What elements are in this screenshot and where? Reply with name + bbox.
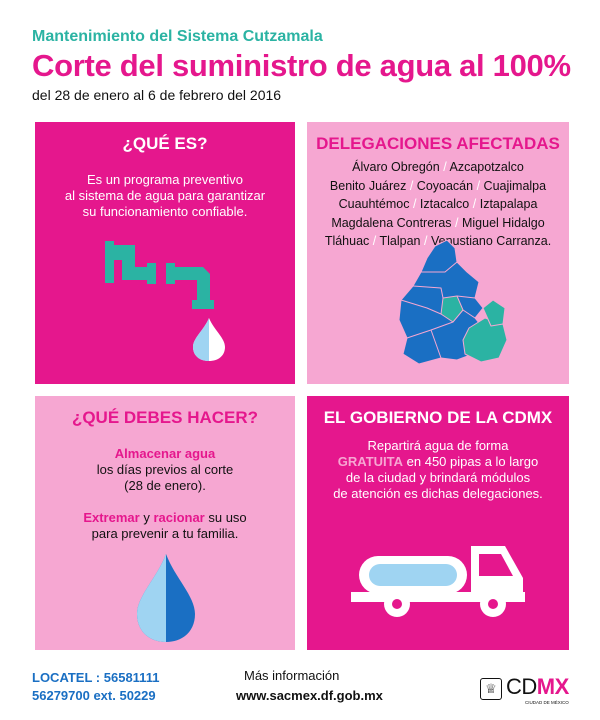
separator: / — [455, 215, 459, 230]
que-hacer-line-2: los días previos al corte — [96, 462, 234, 477]
que-hacer-line-4 — [35, 510, 295, 526]
separator: / — [443, 160, 447, 174]
delegacion-name: Cuauhtémoc — [338, 197, 410, 211]
water-truck-icon — [307, 396, 569, 650]
delegacion-name: Álvaro Obregón — [352, 160, 440, 174]
delegacion-name: Benito Juárez — [329, 178, 407, 193]
que-hacer-line-5: para prevenir a tu familia. — [91, 526, 239, 541]
que-hacer-line-3: (28 de enero). — [124, 478, 206, 493]
gobierno-line-2-rest: en 450 pipas a lo largo — [403, 454, 539, 469]
que-es-line-3: su funcionamiento confiable. — [82, 204, 248, 219]
cdmx-map-icon — [307, 122, 569, 384]
delegacion-name: Tlalpan — [379, 234, 421, 248]
mexico-seal-icon: ♕ — [480, 678, 502, 700]
locatel-number: 56581111 — [103, 670, 160, 685]
separator: / — [476, 178, 481, 193]
que-hacer-panel — [35, 396, 295, 650]
que-hacer-title: ¿QUÉ DEBES HACER? — [71, 408, 259, 427]
separator: / — [424, 234, 428, 248]
delegacion-name: Miguel Hidalgo — [461, 215, 545, 230]
header-subtitle: Mantenimiento del Sistema Cutzamala — [32, 28, 323, 45]
que-es-line-1: Es un programa preventivo — [86, 172, 244, 187]
header-dates: del 28 de enero al 6 de febrero del 2016 — [32, 87, 282, 103]
gobierno-line-4: de atención es dichas delegaciones. — [333, 486, 543, 501]
gratuita-text: GRATUITA — [337, 454, 404, 469]
mas-info-label: Más información — [244, 668, 340, 683]
cdmx-logo — [506, 674, 569, 700]
delegaciones-title: DELEGACIONES AFECTADAS — [316, 134, 560, 153]
water-drop-icon — [131, 552, 201, 644]
delegaciones-panel — [307, 122, 569, 384]
delegacion-name: Iztacalco — [419, 197, 470, 211]
delegacion-name: Magdalena Contreras — [331, 215, 452, 230]
delegacion-name: Tláhuac — [324, 234, 370, 248]
separator: / — [409, 178, 414, 193]
delegacion-name: Iztapalapa — [479, 197, 538, 211]
uso-text: su uso — [204, 510, 247, 525]
phone-line: 56279700 ext. 50229 — [32, 688, 156, 703]
pipe-icon — [35, 122, 295, 384]
y-text: y — [139, 510, 154, 525]
locatel-line — [32, 670, 159, 685]
delegacion-name: Azcapotzalco — [449, 160, 524, 174]
locatel-label: LOCATEL : — [32, 670, 101, 685]
delegacion-name: Venustiano Carranza. — [430, 234, 552, 248]
que-es-title: ¿QUÉ ES? — [122, 134, 208, 153]
logo-mx: MX — [536, 674, 569, 699]
separator: / — [472, 197, 477, 211]
separator: / — [372, 234, 377, 248]
gobierno-line-1: Repartirá agua de forma — [367, 438, 509, 453]
gobierno-panel — [307, 396, 569, 650]
water-drop-icon — [189, 316, 229, 362]
delegacion-name: Cuajimalpa — [483, 178, 547, 193]
extremar-text: Extremar — [83, 510, 140, 525]
logo-subtitle: CIUDAD DE MÉXICO — [525, 700, 569, 705]
que-es-line-2: al sistema de agua para garantizar — [64, 188, 266, 203]
almacenar-text: Almacenar agua — [114, 446, 216, 461]
website-link[interactable]: www.sacmex.df.gob.mx — [236, 688, 383, 703]
racionar-text: racionar — [153, 510, 205, 525]
logo-cd: CD — [506, 674, 537, 699]
gobierno-line-3: de la ciudad y brindará módulos — [345, 470, 531, 485]
page-title: Corte del suministro de agua al 100% — [32, 48, 571, 83]
gobierno-title: EL GOBIERNO DE LA CDMX — [323, 408, 553, 427]
que-es-panel — [35, 122, 295, 384]
separator: / — [412, 197, 417, 211]
que-hacer-text — [35, 446, 295, 542]
delegacion-name: Coyoacán — [416, 178, 474, 193]
